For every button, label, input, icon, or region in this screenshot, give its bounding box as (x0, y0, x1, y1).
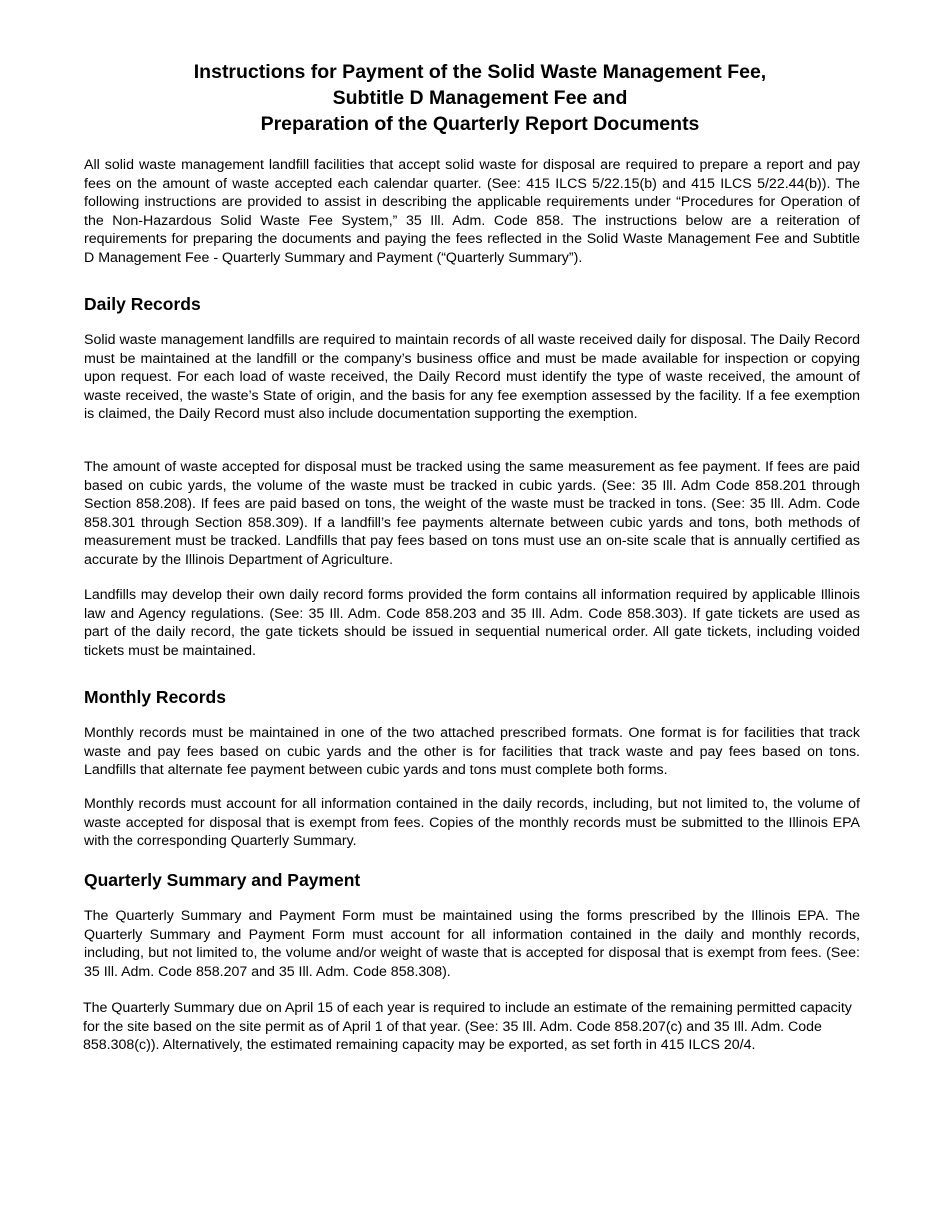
title-line-3: Preparation of the Quarterly Report Documents (260, 113, 700, 135)
monthly-records-paragraph-1: Monthly records must be maintained in one of the two attached prescribed formats. One format is for facilities that track waste and pay fees based on cubic yards and the other is for facilities that track waste and pay fees based on tons. Landfills that alternate fee payment between cubic yards and tons must complete both forms. (84, 725, 860, 778)
daily-records-paragraph-1: Solid waste management landfills are required to maintain records of all waste received daily for disposal. The Daily Record must be maintained at the landfill or the company’s business office and must be made available for inspection or copying upon request. For each load of waste received, the Daily Record must identify the type of waste received, the amount of waste received, the waste’s State of origin, and the basis for any fee exemption assessed by the facility. If a fee exemption is claimed, the Daily Record must also include documentation supporting the exemption. (84, 332, 860, 422)
document-title (84, 59, 876, 137)
monthly-records-heading: Monthly Records (84, 687, 226, 707)
monthly-records-paragraph-2: Monthly records must account for all information contained in the daily records, including, but not limited to, the volume of waste accepted for disposal that is exempt from fees. Copies of the monthly records must be submitted to the Illinois EPA with the corresponding Quarterly Summary. (84, 796, 860, 849)
daily-records-paragraph-3: Landfills may develop their own daily record forms provided the form contains all information required by applicable Illinois law and Agency regulations. (See: 35 Ill. Adm. Code 858.203 and 35 Ill. Adm. Code 858.303). If gate tickets are used as part of the daily record, the gate tickets should be issued in sequential numerical order. All gate tickets, including voided tickets must be maintained. (84, 587, 860, 659)
title-line-1: Instructions for Payment of the Solid Waste Management Fee, (193, 61, 767, 83)
daily-records-heading: Daily Records (84, 294, 201, 314)
quarterly-summary-paragraph-1: The Quarterly Summary and Payment Form must be maintained using the forms prescribed by the Illinois EPA. The Quarterly Summary and Payment Form must account for all information contained in the daily and monthly records, including, but not limited to, the volume and/or weight of waste that is accepted for disposal that is exempt from fees. (See: 35 Ill. Adm. Code 858.207 and 35 Ill. Adm. Code 858.308). (84, 908, 860, 980)
daily-records-paragraph-2: The amount of waste accepted for disposal must be tracked using the same measurement as fee payment. If fees are paid based on cubic yards, the volume of the waste must be tracked in cubic yards. (See: 35 Ill. Adm Code 858.201 through Section 858.208). If fees are paid based on tons, the weight of the waste must be tracked in tons. (See: 35 Ill. Adm. Code 858.301 through Section 858.309). If a landfill’s fee payments alternate between cubic yards and tons, both methods of measurement must be tracked. Landfills that pay fees based on tons must use an on-site scale that is annually certified as accurate by the Illinois Department of Agriculture. (84, 459, 860, 568)
title-line-2: Subtitle D Management Fee and (332, 87, 628, 109)
quarterly-summary-heading: Quarterly Summary and Payment (84, 870, 361, 890)
quarterly-summary-paragraph-2: The Quarterly Summary due on April 15 of each year is required to include an estimate of the remaining permitted capacity for the site based on the site permit as of April 1 of that year. (See: 35 Ill. Adm. Code 858.207(c) and 35 Ill. Adm. Code 858.308(c)). Alternatively, the estimated remaining capacity may be exported, as set forth in 415 ILCS 20/4. (83, 1000, 852, 1053)
intro-paragraph: All solid waste management landfill facilities that accept solid waste for disposal are required to prepare a report and pay fees on the amount of waste accepted each calendar quarter. (See: 415 ILCS 5/22.15(b) and 415 ILCS 5/22.44(b)). The following instructions are provided to assist in describing the applicable requirements under “Procedures for Operation of the Non-Hazardous Solid Waste Fee System,” 35 Ill. Adm. Code 858. The instructions below are a reiteration of requirements for preparing the documents and paying the fees reflected in the Solid Waste Management Fee and Subtitle D Management Fee - Quarterly Summary and Payment (“Quarterly Summary”). (84, 157, 860, 266)
